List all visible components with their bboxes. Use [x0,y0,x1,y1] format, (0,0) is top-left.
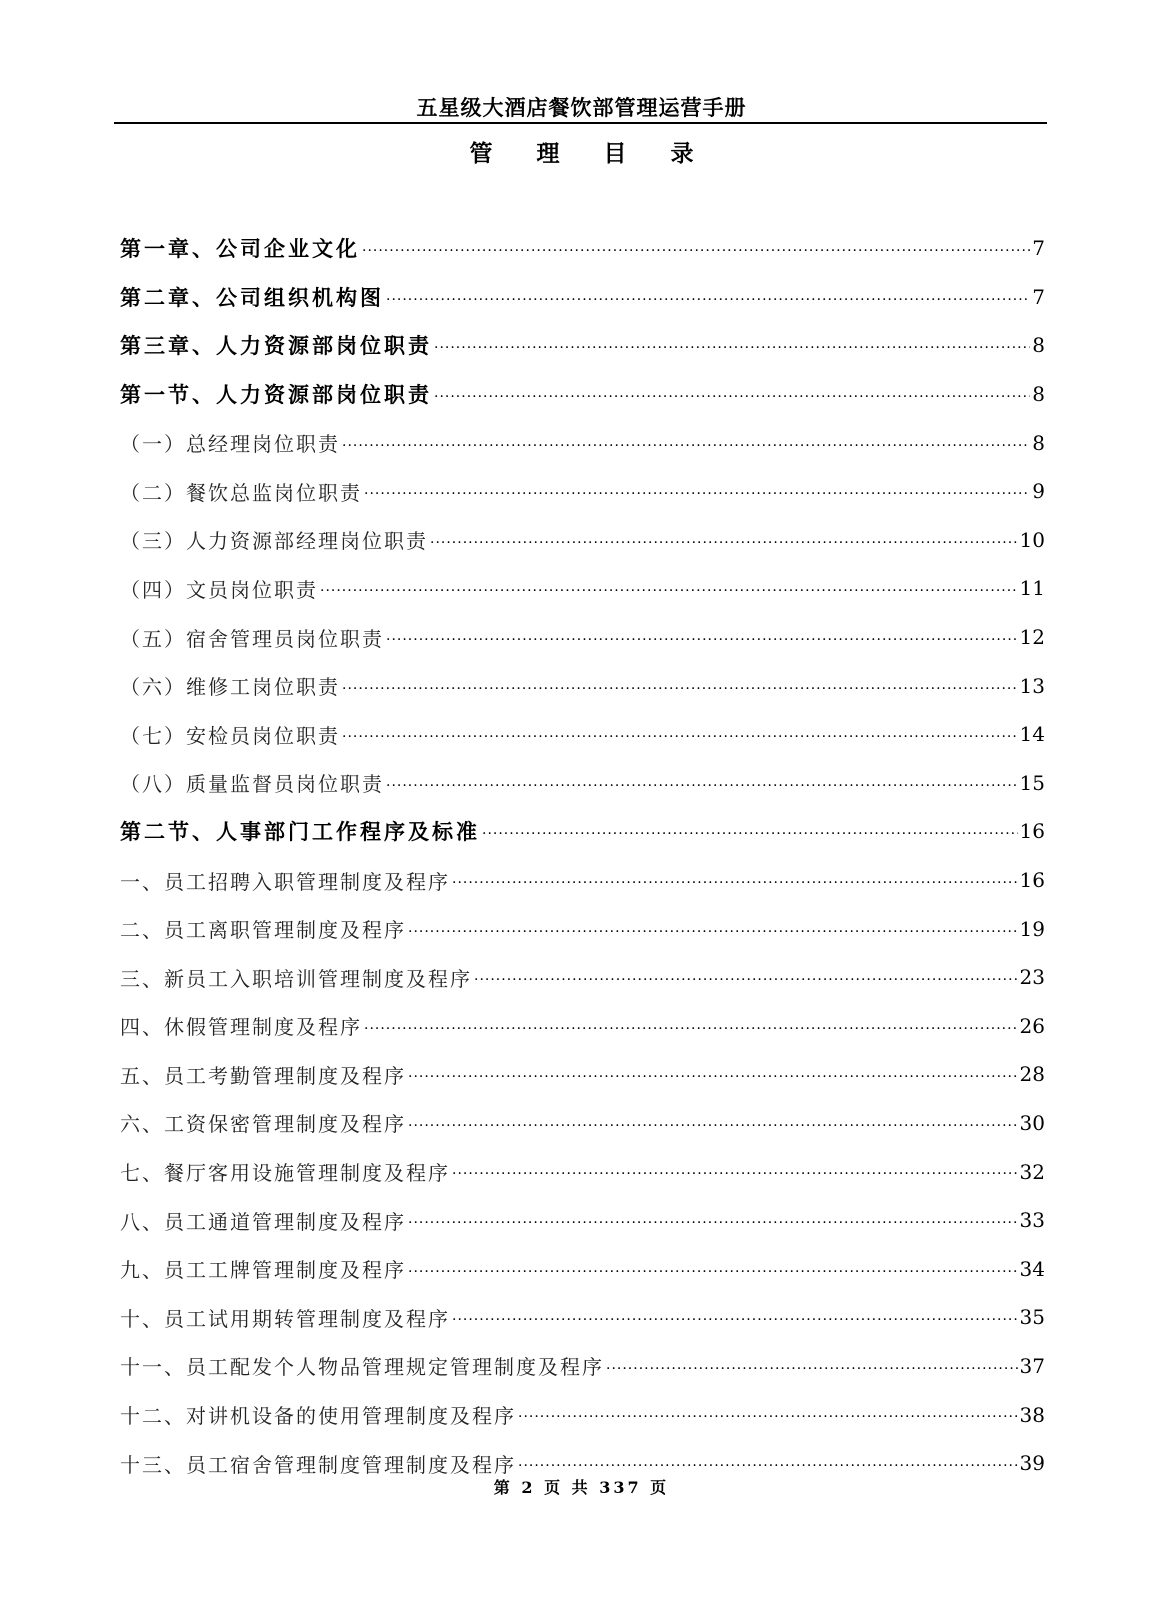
toc-entry-label: 十二、对讲机设备的使用管理制度及程序 [120,1404,516,1429]
toc-entry-label: （八）质量监督员岗位职责 [120,772,384,797]
toc-entry[interactable] [120,1342,1045,1391]
toc-title: 管理目录 [469,140,738,167]
toc-entry-leader [606,1354,1018,1378]
toc-entry-page: 37 [1019,1353,1045,1378]
toc-entry[interactable] [120,1390,1045,1439]
toc-entry[interactable] [120,613,1045,662]
toc-entry-label: 第一节、人力资源部岗位职责 [120,382,432,408]
toc-entry-page: 16 [1019,868,1045,893]
toc-entry-page: 38 [1019,1402,1045,1427]
toc-entry-page: 39 [1019,1451,1045,1476]
toc-entry[interactable] [120,1002,1045,1051]
toc-entry-leader [482,819,1018,843]
toc-entry-page: 12 [1019,625,1045,650]
toc-entry-label: （五）宿舍管理员岗位职责 [120,626,384,651]
toc-entry-leader [342,431,1030,455]
toc-entry[interactable] [120,321,1045,370]
toc-entry-label: 第二节、人事部门工作程序及标准 [120,819,480,845]
toc-entry-label: 四、休假管理制度及程序 [120,1015,362,1040]
toc-entry-page: 35 [1019,1305,1045,1330]
toc-entry-page: 14 [1019,722,1045,747]
toc-entry[interactable] [120,370,1045,419]
toc-entry-label: 五、员工考勤管理制度及程序 [120,1063,406,1088]
toc-entry-page: 11 [1019,576,1045,601]
toc-entry-label: 十一、员工配发个人物品管理规定管理制度及程序 [120,1355,604,1380]
toc-entry[interactable] [120,1050,1045,1099]
toc-entry-label: 第一章、公司企业文化 [120,236,360,262]
toc-entry-label: （三）人力资源部经理岗位职责 [120,529,428,554]
toc-entry-page: 8 [1032,430,1045,455]
toc-entry-label: 第二章、公司组织机构图 [120,284,384,310]
toc-entry-label: （一）总经理岗位职责 [120,432,340,457]
toc-entry-page: 30 [1019,1110,1045,1135]
toc-entry-page: 7 [1032,284,1045,309]
toc-entry-label: （四）文员岗位职责 [120,577,318,602]
toc-entry-page: 15 [1019,770,1045,795]
toc-entry-leader [408,1111,1018,1135]
toc-entry-leader [452,1159,1018,1183]
toc-entry-leader [362,236,1030,260]
toc-entry-leader [452,868,1018,892]
toc-entry-label: 第三章、人力资源部岗位职责 [120,333,432,359]
toc-entry-page: 28 [1019,1062,1045,1087]
toc-entry-label: （二）餐饮总监岗位职责 [120,480,362,505]
toc-entry[interactable] [120,904,1045,953]
toc-entry[interactable] [120,1099,1045,1148]
toc-entry-label: （七）安检员岗位职责 [120,723,340,748]
toc-entry-page: 26 [1019,1013,1045,1038]
toc-entry-label: （六）维修工岗位职责 [120,675,340,700]
toc-entry-label: 九、员工工牌管理制度及程序 [120,1258,406,1283]
toc-entry[interactable] [120,564,1045,613]
toc-entry[interactable] [120,1293,1045,1342]
toc-entry[interactable] [120,953,1045,1002]
table-of-contents [120,224,1045,1487]
toc-entry-leader [408,1257,1018,1281]
toc-entry-leader [474,965,1018,989]
toc-entry-leader [518,1402,1018,1426]
toc-entry-leader [364,1014,1018,1038]
toc-entry[interactable] [120,224,1045,273]
toc-entry-leader [342,722,1018,746]
toc-entry-leader [408,1208,1018,1232]
toc-entry-leader [430,528,1018,552]
toc-entry[interactable] [120,1244,1045,1293]
toc-entry-label: 十、员工试用期转管理制度及程序 [120,1306,450,1331]
toc-entry[interactable] [120,273,1045,322]
toc-entry[interactable] [120,1147,1045,1196]
toc-entry-label: 二、员工离职管理制度及程序 [120,918,406,943]
toc-entry-page: 16 [1019,819,1045,844]
toc-entry-leader [408,1062,1018,1086]
toc-entry-leader [434,333,1030,357]
toc-entry-page: 9 [1032,479,1045,504]
header-divider [114,122,1047,124]
toc-entry[interactable] [120,759,1045,808]
toc-entry-page: 8 [1032,333,1045,358]
toc-entry[interactable] [120,856,1045,905]
toc-entry-leader [320,576,1018,600]
toc-entry-label: 六、工资保密管理制度及程序 [120,1112,406,1137]
toc-entry-leader [342,674,1018,698]
toc-entry-leader [452,1305,1018,1329]
toc-entry-label: 一、员工招聘入职管理制度及程序 [120,869,450,894]
toc-entry-page: 10 [1019,527,1045,552]
toc-entry-page: 23 [1019,965,1045,990]
document-header-title: 五星级大酒店餐饮部管理运营手册 [416,95,747,120]
toc-entry-page: 19 [1019,916,1045,941]
toc-entry[interactable] [120,467,1045,516]
toc-entry-leader [518,1451,1018,1475]
toc-entry[interactable] [120,710,1045,759]
toc-entry[interactable] [120,1196,1045,1245]
page-footer: 第 2 页 共 337 页 [493,1478,670,1497]
toc-entry-label: 八、员工通道管理制度及程序 [120,1209,406,1234]
toc-entry-page: 7 [1032,236,1045,261]
toc-entry-page: 13 [1019,673,1045,698]
toc-entry-page: 8 [1032,382,1045,407]
toc-entry-leader [386,625,1018,649]
toc-entry-leader [434,382,1030,406]
toc-entry[interactable] [120,807,1045,856]
toc-entry[interactable] [120,661,1045,710]
toc-entry-leader [386,285,1030,309]
toc-entry-leader [386,771,1018,795]
toc-entry-page: 34 [1019,1256,1045,1281]
toc-entry-label: 十三、员工宿舍管理制度管理制度及程序 [120,1452,516,1477]
toc-entry-leader [408,917,1018,941]
toc-entry-leader [364,479,1030,503]
toc-entry[interactable] [120,516,1045,565]
toc-entry-page: 32 [1019,1159,1045,1184]
toc-entry-page: 33 [1019,1208,1045,1233]
toc-entry[interactable] [120,418,1045,467]
toc-entry-label: 三、新员工入职培训管理制度及程序 [120,966,472,991]
toc-entry-label: 七、餐厅客用设施管理制度及程序 [120,1161,450,1186]
